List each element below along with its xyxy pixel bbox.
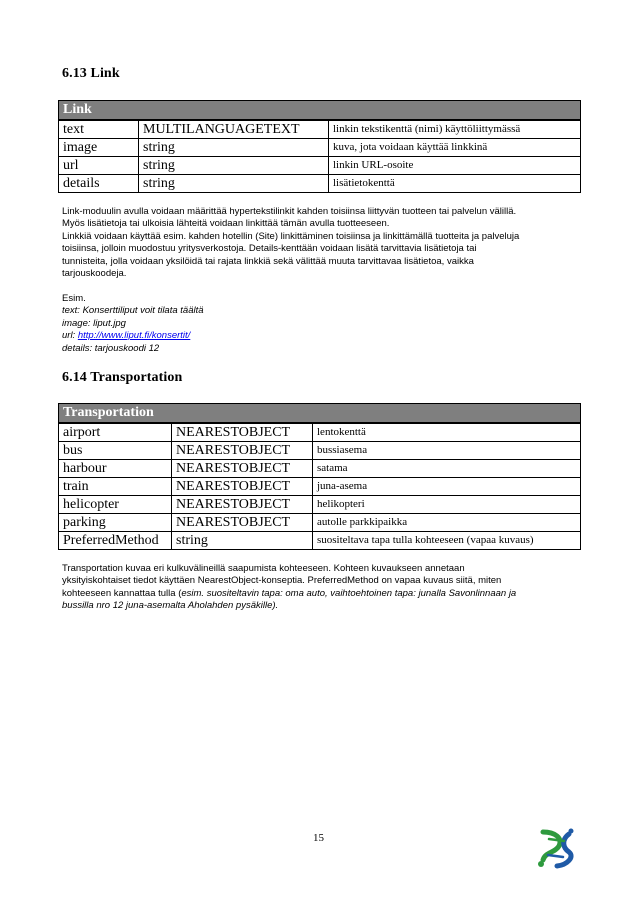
example-text-line: text: Konserttiliput voit tilata täältä xyxy=(62,305,204,317)
table-title-row xyxy=(59,101,581,121)
link-example xyxy=(62,293,462,355)
transportation-description-paragraph xyxy=(62,563,580,613)
field-type: string xyxy=(139,157,329,175)
example-image-line: image: liput.jpg xyxy=(62,317,126,329)
field-name: parking xyxy=(59,514,172,532)
field-type: NEARESTOBJECT xyxy=(172,478,313,496)
transportation-spec-table xyxy=(58,403,581,550)
example-label: Esim. xyxy=(62,293,86,304)
paragraph-line: Myös lisätietoja tai ulkoisia lähteitä voidaan linkittää tämän avulla tuotteeseen. xyxy=(62,218,390,230)
example-url-line xyxy=(62,330,190,341)
field-description: bussiasema xyxy=(313,442,581,460)
table-row xyxy=(59,460,581,478)
table-row xyxy=(59,423,581,442)
field-name: harbour xyxy=(59,460,172,478)
field-type: NEARESTOBJECT xyxy=(172,460,313,478)
field-type: NEARESTOBJECT xyxy=(172,514,313,532)
paragraph-line: tunnisteita, jolla voidaan yksilöidä tai rajata linkkiä sekä välittää muuta tarvittavaa lisätietoa, vaikka xyxy=(62,255,474,267)
example-url-link[interactable]: http://www.liput.fi/konsertit/ xyxy=(77,330,191,342)
field-name: details xyxy=(59,175,139,193)
section-heading-transportation: 6.14 Transportation xyxy=(62,370,183,385)
table-row xyxy=(59,139,581,157)
field-name: image xyxy=(59,139,139,157)
field-description: lentokenttä xyxy=(313,423,581,442)
field-type: MULTILANGUAGETEXT xyxy=(139,120,329,139)
table-row xyxy=(59,442,581,460)
table-row xyxy=(59,157,581,175)
link-description-paragraph xyxy=(62,206,580,280)
field-name: airport xyxy=(59,423,172,442)
field-type: string xyxy=(172,532,313,550)
paragraph-italic: bussilla nro 12 juna-asemalta Aholahden pysäkille). xyxy=(62,600,279,612)
field-name: text xyxy=(59,120,139,139)
table-title: Link xyxy=(59,101,581,121)
field-description: linkin tekstikenttä (nimi) käyttöliittymässä xyxy=(329,120,581,139)
field-name: helicopter xyxy=(59,496,172,514)
table-row xyxy=(59,175,581,193)
link-spec-table xyxy=(58,100,581,193)
dna-logo-icon xyxy=(533,826,579,870)
field-description: autolle parkkipaikka xyxy=(313,514,581,532)
table-row xyxy=(59,478,581,496)
field-description: linkin URL-osoite xyxy=(329,157,581,175)
field-description: juna-asema xyxy=(313,478,581,496)
table-title-row xyxy=(59,404,581,424)
paragraph-line: toisiinsa, jolloin muodostuu yritysverkostoja. Details-kenttään voidaan lisätä tarvittavia lisätietoja tai xyxy=(62,243,477,255)
table-row xyxy=(59,532,581,550)
field-type: NEARESTOBJECT xyxy=(172,496,313,514)
paragraph-line: kohteeseen kannattaa tulla ( xyxy=(62,587,182,599)
field-description: helikopteri xyxy=(313,496,581,514)
field-type: NEARESTOBJECT xyxy=(172,423,313,442)
field-name: bus xyxy=(59,442,172,460)
paragraph-line: Link-moduulin avulla voidaan määrittää hypertekstilinkit kahden toisiinsa liittyvän tuotteen tai palvelun välillä. xyxy=(62,206,517,217)
table-row xyxy=(59,514,581,532)
table-row xyxy=(59,120,581,139)
paragraph-line: Transportation kuvaa eri kulkuvälineillä saapumista kohteeseen. Kohteen kuvaukseen annetaan xyxy=(62,563,465,574)
table-title: Transportation xyxy=(59,404,581,424)
field-type: NEARESTOBJECT xyxy=(172,442,313,460)
field-description: satama xyxy=(313,460,581,478)
field-description: kuva, jota voidaan käyttää linkkinä xyxy=(329,139,581,157)
example-url-prefix: url: xyxy=(62,330,78,342)
table-row xyxy=(59,496,581,514)
example-details-line: details: tarjouskoodi 12 xyxy=(62,342,160,354)
field-description: suositeltava tapa tulla kohteeseen (vapaa kuvaus) xyxy=(313,532,581,550)
field-description: lisätietokenttä xyxy=(329,175,581,193)
field-name: train xyxy=(59,478,172,496)
field-type: string xyxy=(139,139,329,157)
paragraph-line: tarjouskoodeja. xyxy=(62,268,127,280)
paragraph-line: yksityiskohtaiset tiedot käyttäen NearestObject-konseptia. PreferredMethod on vapaa kuvaus siitä, miten xyxy=(62,575,502,587)
paragraph-line: Linkkiä voidaan käyttää esim. kahden hotellin (Site) linkittäminen toisiinsa ja linkittämällä tuotteita ja palveluja xyxy=(62,230,520,242)
section-heading-link: 6.13 Link xyxy=(62,66,120,81)
page-number: 15 xyxy=(313,832,324,844)
field-name: PreferredMethod xyxy=(59,532,172,550)
field-type: string xyxy=(139,175,329,193)
field-name: url xyxy=(59,157,139,175)
paragraph-italic: esim. suositeltavin tapa: oma auto, vaihtoehtoinen tapa: junalla Savonlinnaan ja xyxy=(181,587,517,599)
